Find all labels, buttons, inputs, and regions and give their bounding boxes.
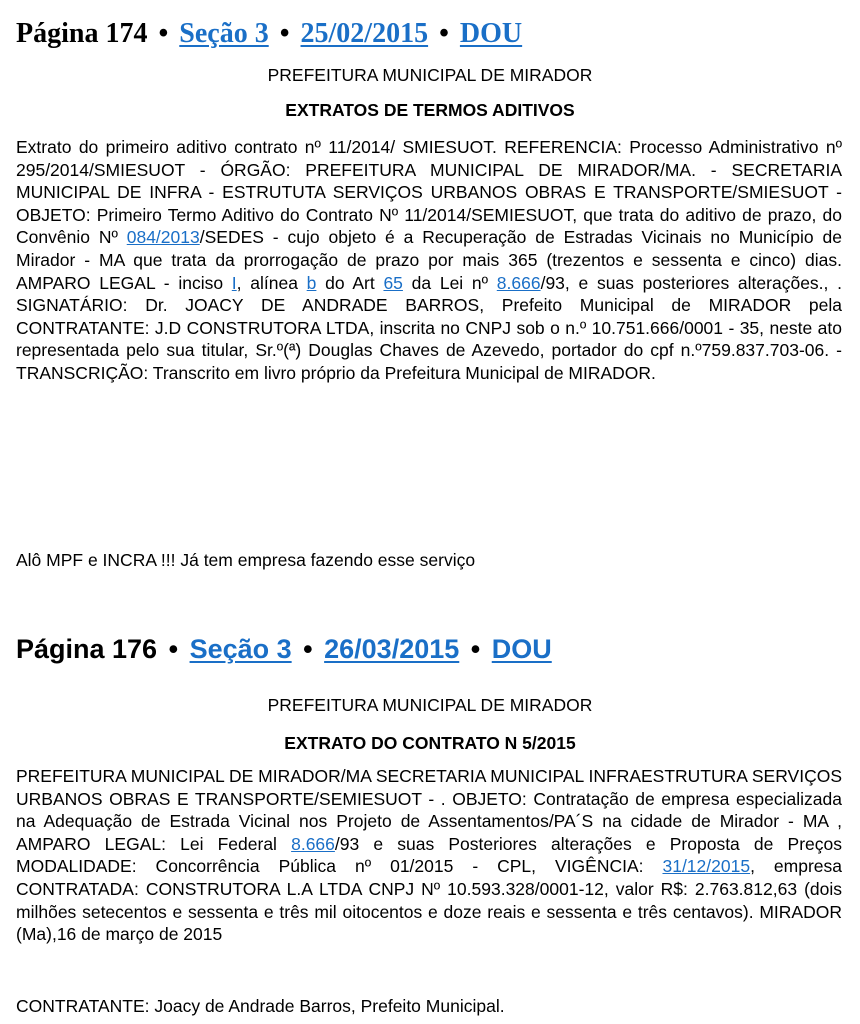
- page-number: Página 176: [16, 634, 158, 664]
- dou-link[interactable]: DOU: [491, 634, 552, 664]
- body-text: , empresa CONTRATADA: CONSTRUTORA L.A LTDA CNPJ Nº 10.593.328/0001-12, valor R$: 2.763.812,63 (dois milhões setecentos e sessenta e três mil oitocentos e doze reais e sessenta e três centavos). MIRADOR (Ma),16 de março de 2015: [16, 856, 843, 945]
- lei-link[interactable]: 8.666: [291, 833, 335, 854]
- separator: •: [470, 634, 481, 664]
- body-text: do Art: [316, 272, 384, 293]
- separator: •: [168, 634, 179, 664]
- lei-link[interactable]: 8.666: [496, 272, 541, 293]
- section1-org: PREFEITURA MUNICIPAL DE MIRADOR: [267, 65, 593, 85]
- date-link[interactable]: 25/02/2015: [300, 18, 429, 49]
- section1-heading: [16, 14, 522, 54]
- art-link[interactable]: 65: [383, 272, 403, 293]
- comment-line: Alô MPF e INCRA !!! Já tem empresa fazendo esse serviço: [16, 550, 476, 570]
- section2-org: PREFEITURA MUNICIPAL DE MIRADOR: [267, 695, 593, 715]
- body-text: , alínea: [236, 272, 307, 293]
- body-text: /93 e suas Posteriores alterações e Proposta de Preços MODALIDADE: Concorrência Pública nº 01/2015 - CPL, VIGÊNCIA:: [16, 833, 842, 877]
- body-text: PREFEITURA MUNICIPAL DE MIRADOR/MA SECRETARIA MUNICIPAL INFRAESTRUTURA SERVIÇOS URBANOS OBRAS E TRANSPORTE/SEMIESUOT - . OBJETO: Contratação de empresa especializada na Adequação de Estrada Vicinal nos Projeto de Assentamentos/PA´S na cidade de Mirador - MA , AMPARO LEGAL: Lei Federal: [16, 766, 842, 854]
- separator: •: [158, 18, 169, 49]
- section1-body: [16, 136, 842, 385]
- section-link[interactable]: Seção 3: [179, 18, 269, 49]
- inciso-link[interactable]: I: [231, 272, 237, 293]
- alinea-link[interactable]: b: [306, 272, 317, 293]
- separator: •: [279, 18, 290, 49]
- signatory-line: CONTRATANTE: Joacy de Andrade Barros, Prefeito Municipal.: [16, 996, 505, 1016]
- body-text: /SEDES - cujo objeto é a Recuperação de Estradas Vicinais no Município de Mirador - MA que trata da prorrogação de prazo por mais 365 (trezentos e sessenta e cinco) dias. AMPARO LEGAL - inciso: [16, 227, 842, 293]
- body-text: da Lei nº: [402, 272, 497, 293]
- section2-subtitle: EXTRATO DO CONTRATO N 5/2015: [284, 733, 576, 753]
- body-text: Extrato do primeiro aditivo contrato nº 11/2014/ SMIESUOT. REFERENCIA: Processo Administrativo nº 295/2014/SMIESUOT - ÓRGÃO: PREFEITURA MUNICIPAL DE MIRADOR/MA. - SECRETARIA MUNICIPAL DE INFRA - ESTRUTUTA SERVIÇOS URBANOS OBRAS E TRANSPORTE/SMIESUOT - OBJETO: Primeiro Termo Aditivo do Contrato Nº 11/2014/SEMIESUOT, que trata do aditivo de prazo, do Convênio Nº: [16, 137, 842, 248]
- section2-body: [16, 765, 842, 946]
- separator: •: [439, 18, 449, 49]
- dou-link[interactable]: DOU: [459, 18, 523, 49]
- section1-subtitle: EXTRATOS DE TERMOS ADITIVOS: [285, 100, 575, 120]
- vigencia-link[interactable]: 31/12/2015: [662, 856, 751, 877]
- body-text: /93, e suas posteriores alterações., . SIGNATÁRIO: Dr. JOACY DE ANDRADE BARROS, Prefeito Municipal de MIRADOR pela CONTRATANTE: J.D CONSTRUTORA LTDA, inscrita no CNPJ sob o n.º 10.751.666/0001 - 35, neste ato representada pelo sua titular, Sr.º(ª) Douglas Chaves de Azevedo, portador do cpf n.º759.837.703-06. -TRANSCRIÇÃO: Transcrito em livro próprio da Prefeitura Municipal de MIRADOR.: [16, 272, 842, 383]
- convenio-link[interactable]: 084/2013: [126, 227, 200, 248]
- page-number: Página 174: [16, 18, 148, 49]
- date-link[interactable]: 26/03/2015: [324, 634, 460, 664]
- section2-heading: [16, 629, 552, 669]
- section-link[interactable]: Seção 3: [189, 634, 292, 664]
- separator: •: [303, 634, 313, 664]
